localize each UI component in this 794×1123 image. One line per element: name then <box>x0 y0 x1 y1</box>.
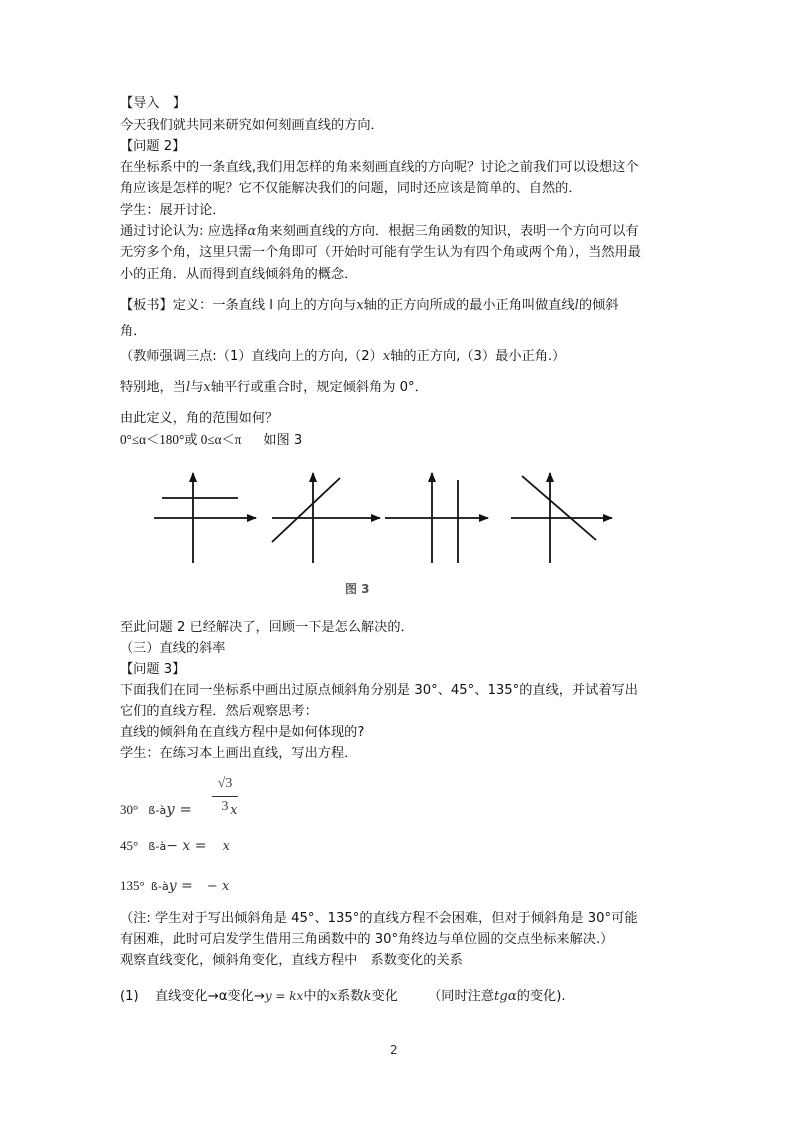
range-formula <box>120 432 302 449</box>
special-case <box>120 380 428 396</box>
equation-30-lhs: y = <box>166 800 192 818</box>
q2-student: 学生：展开讨论． <box>120 203 226 218</box>
chain-part-b: 中的 <box>303 989 330 1004</box>
note-line-3: 观察直线变化，倾斜角变化，直线方程中 系数变化的关系 <box>120 953 463 968</box>
change-chain <box>120 988 566 1005</box>
board-definition <box>120 298 618 314</box>
x-symbol: x <box>329 989 338 1004</box>
page-number: 2 <box>390 1043 398 1057</box>
q3-line-1: 下面我们在同一坐标系中画出过原点倾斜角分别是 30°、45°、135°的直线，并试着写出 <box>120 683 638 698</box>
equation-135-angle: 135° <box>120 878 145 893</box>
board-definition-cont: 角． <box>120 324 147 339</box>
figure-reference: 如图 3 <box>263 433 303 448</box>
acute-line <box>272 478 340 542</box>
q2-discussion-2: 无穷多个角，这里只需一个角即可（开始时可能有学生认为有四个角或两个角），当然用最 <box>120 245 641 260</box>
figure-panel-obtuse <box>511 473 612 563</box>
x-symbol: x <box>356 298 364 313</box>
teacher-part-b: 轴的正方向,（3）最小正角.） <box>390 349 566 364</box>
solved-line: 至此问题 2 已经解决了，回顾一下是怎么解决的． <box>120 620 414 635</box>
tg-symbol: tg <box>494 989 508 1004</box>
q2-discussion-1b: 角来刻画直线的方向．根据三角函数的知识，表明一个方向可以有 <box>256 224 639 239</box>
figure-3-diagram <box>148 466 618 570</box>
range-question: 由此定义，角的范围如何？ <box>120 411 279 426</box>
chain-part-f: 的变化). <box>516 989 566 1004</box>
equation-135-rhs: − x <box>206 879 230 894</box>
figure-panel-horizontal <box>154 473 256 563</box>
k-symbol: k <box>363 989 372 1004</box>
q2-line-2: 角应该是怎样的呢？它不仅能解决我们的问题，同时还应该是简单的、自然的． <box>120 181 582 196</box>
special-part-c: 轴平行或重合时，规定倾斜角为 0°． <box>210 380 428 395</box>
equation-135-lhs: y = <box>168 878 193 894</box>
board-part-a: 【板书】定义：一条直线 l 向上的方向与 <box>120 298 357 313</box>
alpha-symbol: α <box>247 224 257 239</box>
q2-heading: 【问题 2】 <box>120 139 186 154</box>
board-part-b: 轴的正方向所成的最小正角叫做直线 <box>363 298 575 313</box>
l-symbol: l <box>185 380 191 395</box>
special-part-b: 与 <box>190 380 204 395</box>
q2-discussion-1 <box>120 224 639 240</box>
equation-30-mark: ß-à <box>148 804 167 817</box>
section-heading: （三）直线的斜率 <box>120 641 226 656</box>
chain-part-e: （同时注意 <box>428 989 495 1004</box>
equation-30-x: x <box>230 803 238 818</box>
q3-line-2: 它们的直线方程．然后观察思考： <box>120 704 318 719</box>
teacher-emphasis <box>120 349 565 365</box>
chain-equation: y = kx <box>264 989 304 1003</box>
equation-45-angle: 45° <box>120 838 139 853</box>
fraction-bar <box>212 796 238 797</box>
teacher-part-a: （教师强调三点:（1）直线向上的方向,（2） <box>120 349 383 364</box>
q3-student: 学生：在练习本上画出直线，写出方程． <box>120 746 358 761</box>
x-symbol: x <box>203 380 211 395</box>
obtuse-line <box>522 476 596 540</box>
special-part-a: 特别地，当 <box>120 380 186 395</box>
equation-30-angle: 30° <box>120 802 139 817</box>
equation-30-numerator: √3 <box>217 776 233 791</box>
note-line-2: 有困难，此时可启发学生借用三角函数中的 30°角终边与单位圆的交点坐标来解决.） <box>120 932 614 947</box>
equation-135-mark: ß-à <box>150 880 169 893</box>
equation-45 <box>120 838 230 854</box>
q2-discussion-1a: 通过讨论认为: 应选择 <box>120 224 248 239</box>
x-symbol: x <box>382 349 391 364</box>
q3-heading: 【问题 3】 <box>120 662 186 677</box>
intro-heading: 【导入 】 <box>120 96 186 111</box>
chain-number: (1) <box>120 989 139 1004</box>
chain-part-d: 变化 <box>371 989 398 1004</box>
q3-line-3: 直线的倾斜角在直线方程中是如何体现的? <box>120 725 365 740</box>
equation-30-denominator: 3 <box>221 799 229 814</box>
equation-45-mark: ß-à <box>148 840 167 853</box>
figure-panel-acute <box>272 473 380 563</box>
range-formula-text: 0°≤α＜180°或 0≤α＜π <box>120 432 242 447</box>
equation-135 <box>120 878 229 894</box>
equation-45-x: x <box>222 839 230 854</box>
chain-part-a: 直线变化→α变化→ <box>154 989 265 1004</box>
note-line-1: （注: 学生对于写出倾斜角是 45°、135°的直线方程不会困难，但对于倾斜角是 30°可能 <box>120 911 638 926</box>
q2-line-1: 在坐标系中的一条直线,我们用怎样的角来刻画直线的方向呢？讨论之前我们可以设想这个 <box>120 160 639 175</box>
board-part-c: 的倾斜 <box>578 298 619 313</box>
equation-45-lhs: − x = <box>166 838 207 854</box>
figure-caption: 图 3 <box>345 582 370 596</box>
alpha-symbol: α <box>507 989 517 1004</box>
intro-line: 今天我们就共同来研究如何刻画直线的方向． <box>120 118 384 133</box>
q2-discussion-3: 小的正角．从而得到直线倾斜角的概念． <box>120 267 358 282</box>
chain-part-c: 系数 <box>337 989 364 1004</box>
figure-panel-vertical <box>385 473 488 563</box>
l-symbol: l <box>574 298 579 313</box>
